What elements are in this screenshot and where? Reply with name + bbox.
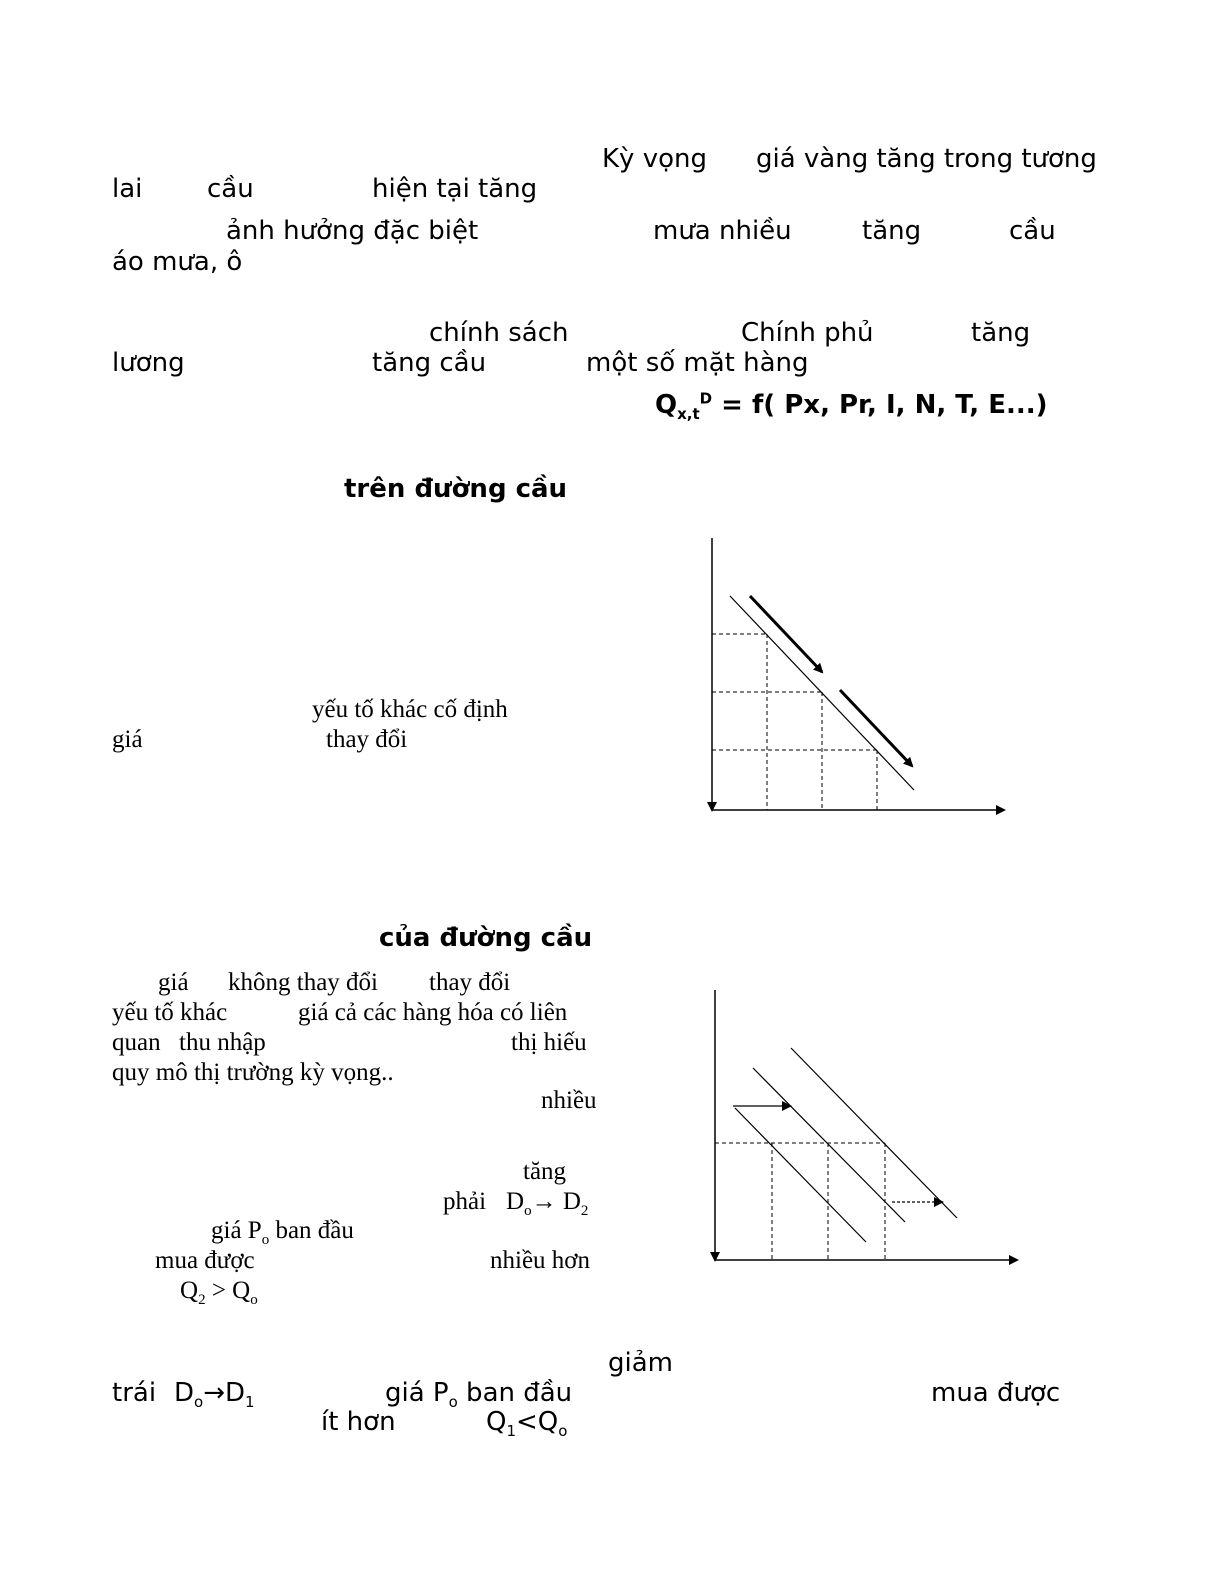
text-policy: chính sách bbox=[429, 318, 569, 348]
s3-d0-sub: o bbox=[194, 1393, 204, 1412]
text-demand-2: cầu bbox=[1009, 216, 1056, 246]
text-s2-related: quan bbox=[112, 1029, 161, 1056]
text-other-factors-fixed: yếu tố khác cố định bbox=[312, 696, 508, 723]
text-special-influence: ảnh hưởng đặc biệt bbox=[226, 216, 479, 246]
text-s2-increase: tăng bbox=[523, 1158, 567, 1185]
initial-price-sub: o bbox=[261, 1232, 270, 1248]
s3-price-rest: ban đầu bbox=[457, 1378, 573, 1408]
diagram2-demand-curve-d1 bbox=[735, 1108, 866, 1242]
formula-sub: x,t bbox=[677, 405, 700, 424]
s3-lt-q0: <Q bbox=[516, 1407, 559, 1437]
text-s2-right: phải bbox=[443, 1188, 487, 1215]
diagram2-guides bbox=[715, 1143, 885, 1260]
shift-to-d2: → D bbox=[531, 1188, 581, 1215]
text-s2-change: thay đổi bbox=[429, 969, 511, 996]
text-s2-taste: thị hiếu bbox=[511, 1029, 587, 1056]
gt-q0: > Q bbox=[205, 1277, 251, 1304]
s3-price-sub: o bbox=[448, 1393, 458, 1412]
text-increase-demand: tăng cầu bbox=[372, 348, 487, 378]
text-s2-can-buy: mua được bbox=[155, 1247, 255, 1274]
text-expectation: Kỳ vọng bbox=[602, 144, 707, 174]
text-gold-price: giá vàng tăng trong tương bbox=[756, 144, 1097, 174]
text-change: thay đổi bbox=[326, 726, 408, 753]
text-demand: cầu bbox=[207, 174, 254, 204]
formula-sup: D bbox=[699, 389, 713, 408]
shift-d2-sub: 2 bbox=[580, 1203, 589, 1219]
text-s2-related-goods: giá cả các hàng hóa có liên bbox=[298, 999, 568, 1026]
s3-q1-sub: 1 bbox=[506, 1422, 517, 1441]
q2: Q bbox=[180, 1277, 199, 1304]
s3-q1: Q bbox=[486, 1407, 507, 1437]
s3-d0: D bbox=[174, 1378, 195, 1408]
text-s3-q1-lt-q0 bbox=[486, 1407, 568, 1441]
text-s2-market-size: quy mô thị trường kỳ vọng.. bbox=[112, 1059, 394, 1086]
diagram2-demand-curve-d0 bbox=[753, 1068, 905, 1222]
s3-to-d1: →D bbox=[203, 1378, 246, 1408]
section2-heading: của đường cầu bbox=[379, 923, 593, 953]
text-s3-initial-price bbox=[385, 1378, 573, 1412]
text-s3-shift bbox=[174, 1378, 255, 1412]
shift-d0-sub: o bbox=[524, 1203, 532, 1219]
text-s2-price: giá bbox=[158, 969, 189, 996]
text-s2-more: nhiều hơn bbox=[490, 1247, 591, 1274]
q2-sub: 2 bbox=[198, 1292, 206, 1308]
text-heavy-rain: mưa nhiều bbox=[653, 216, 792, 246]
text-s3-left: trái bbox=[112, 1378, 157, 1408]
text-salary: lương bbox=[112, 348, 185, 378]
formula-q: Q bbox=[655, 390, 678, 420]
text-price: giá bbox=[112, 726, 143, 753]
text-government: Chính phủ bbox=[741, 318, 874, 348]
text-s3-decrease: giảm bbox=[608, 1348, 673, 1378]
initial-price-rest: ban đầu bbox=[269, 1217, 354, 1244]
q0-sub: o bbox=[250, 1292, 258, 1308]
s3-price-p: giá P bbox=[385, 1378, 449, 1408]
diagram2-demand-curve-d2 bbox=[791, 1048, 957, 1218]
text-future: lai bbox=[112, 174, 143, 204]
s3-q0-sub: o bbox=[558, 1422, 568, 1441]
text-increase: tăng bbox=[862, 216, 922, 246]
text-s2-unchanged: không thay đổi bbox=[228, 969, 378, 996]
text-raincoat: áo mưa, ô bbox=[112, 247, 243, 277]
text-current-increase: hiện tại tăng bbox=[372, 174, 538, 204]
section1-heading: trên đường cầu bbox=[344, 474, 568, 504]
formula-rest: = f( Px, Pr, I, N, T, E...) bbox=[712, 390, 1048, 420]
initial-price-p: giá P bbox=[211, 1217, 262, 1244]
s3-d1-sub: 1 bbox=[245, 1393, 255, 1412]
text-s2-many: nhiều bbox=[541, 1087, 597, 1114]
text-increase-2: tăng bbox=[971, 318, 1031, 348]
shift-d0: D bbox=[506, 1188, 525, 1215]
text-s3-can-buy: mua được bbox=[931, 1378, 1061, 1408]
text-s2-other-factors: yếu tố khác bbox=[112, 999, 228, 1026]
text-s3-less: ít hơn bbox=[321, 1407, 396, 1437]
text-some-goods: một số mặt hàng bbox=[586, 348, 809, 378]
text-s2-income: thu nhập bbox=[179, 1029, 266, 1056]
